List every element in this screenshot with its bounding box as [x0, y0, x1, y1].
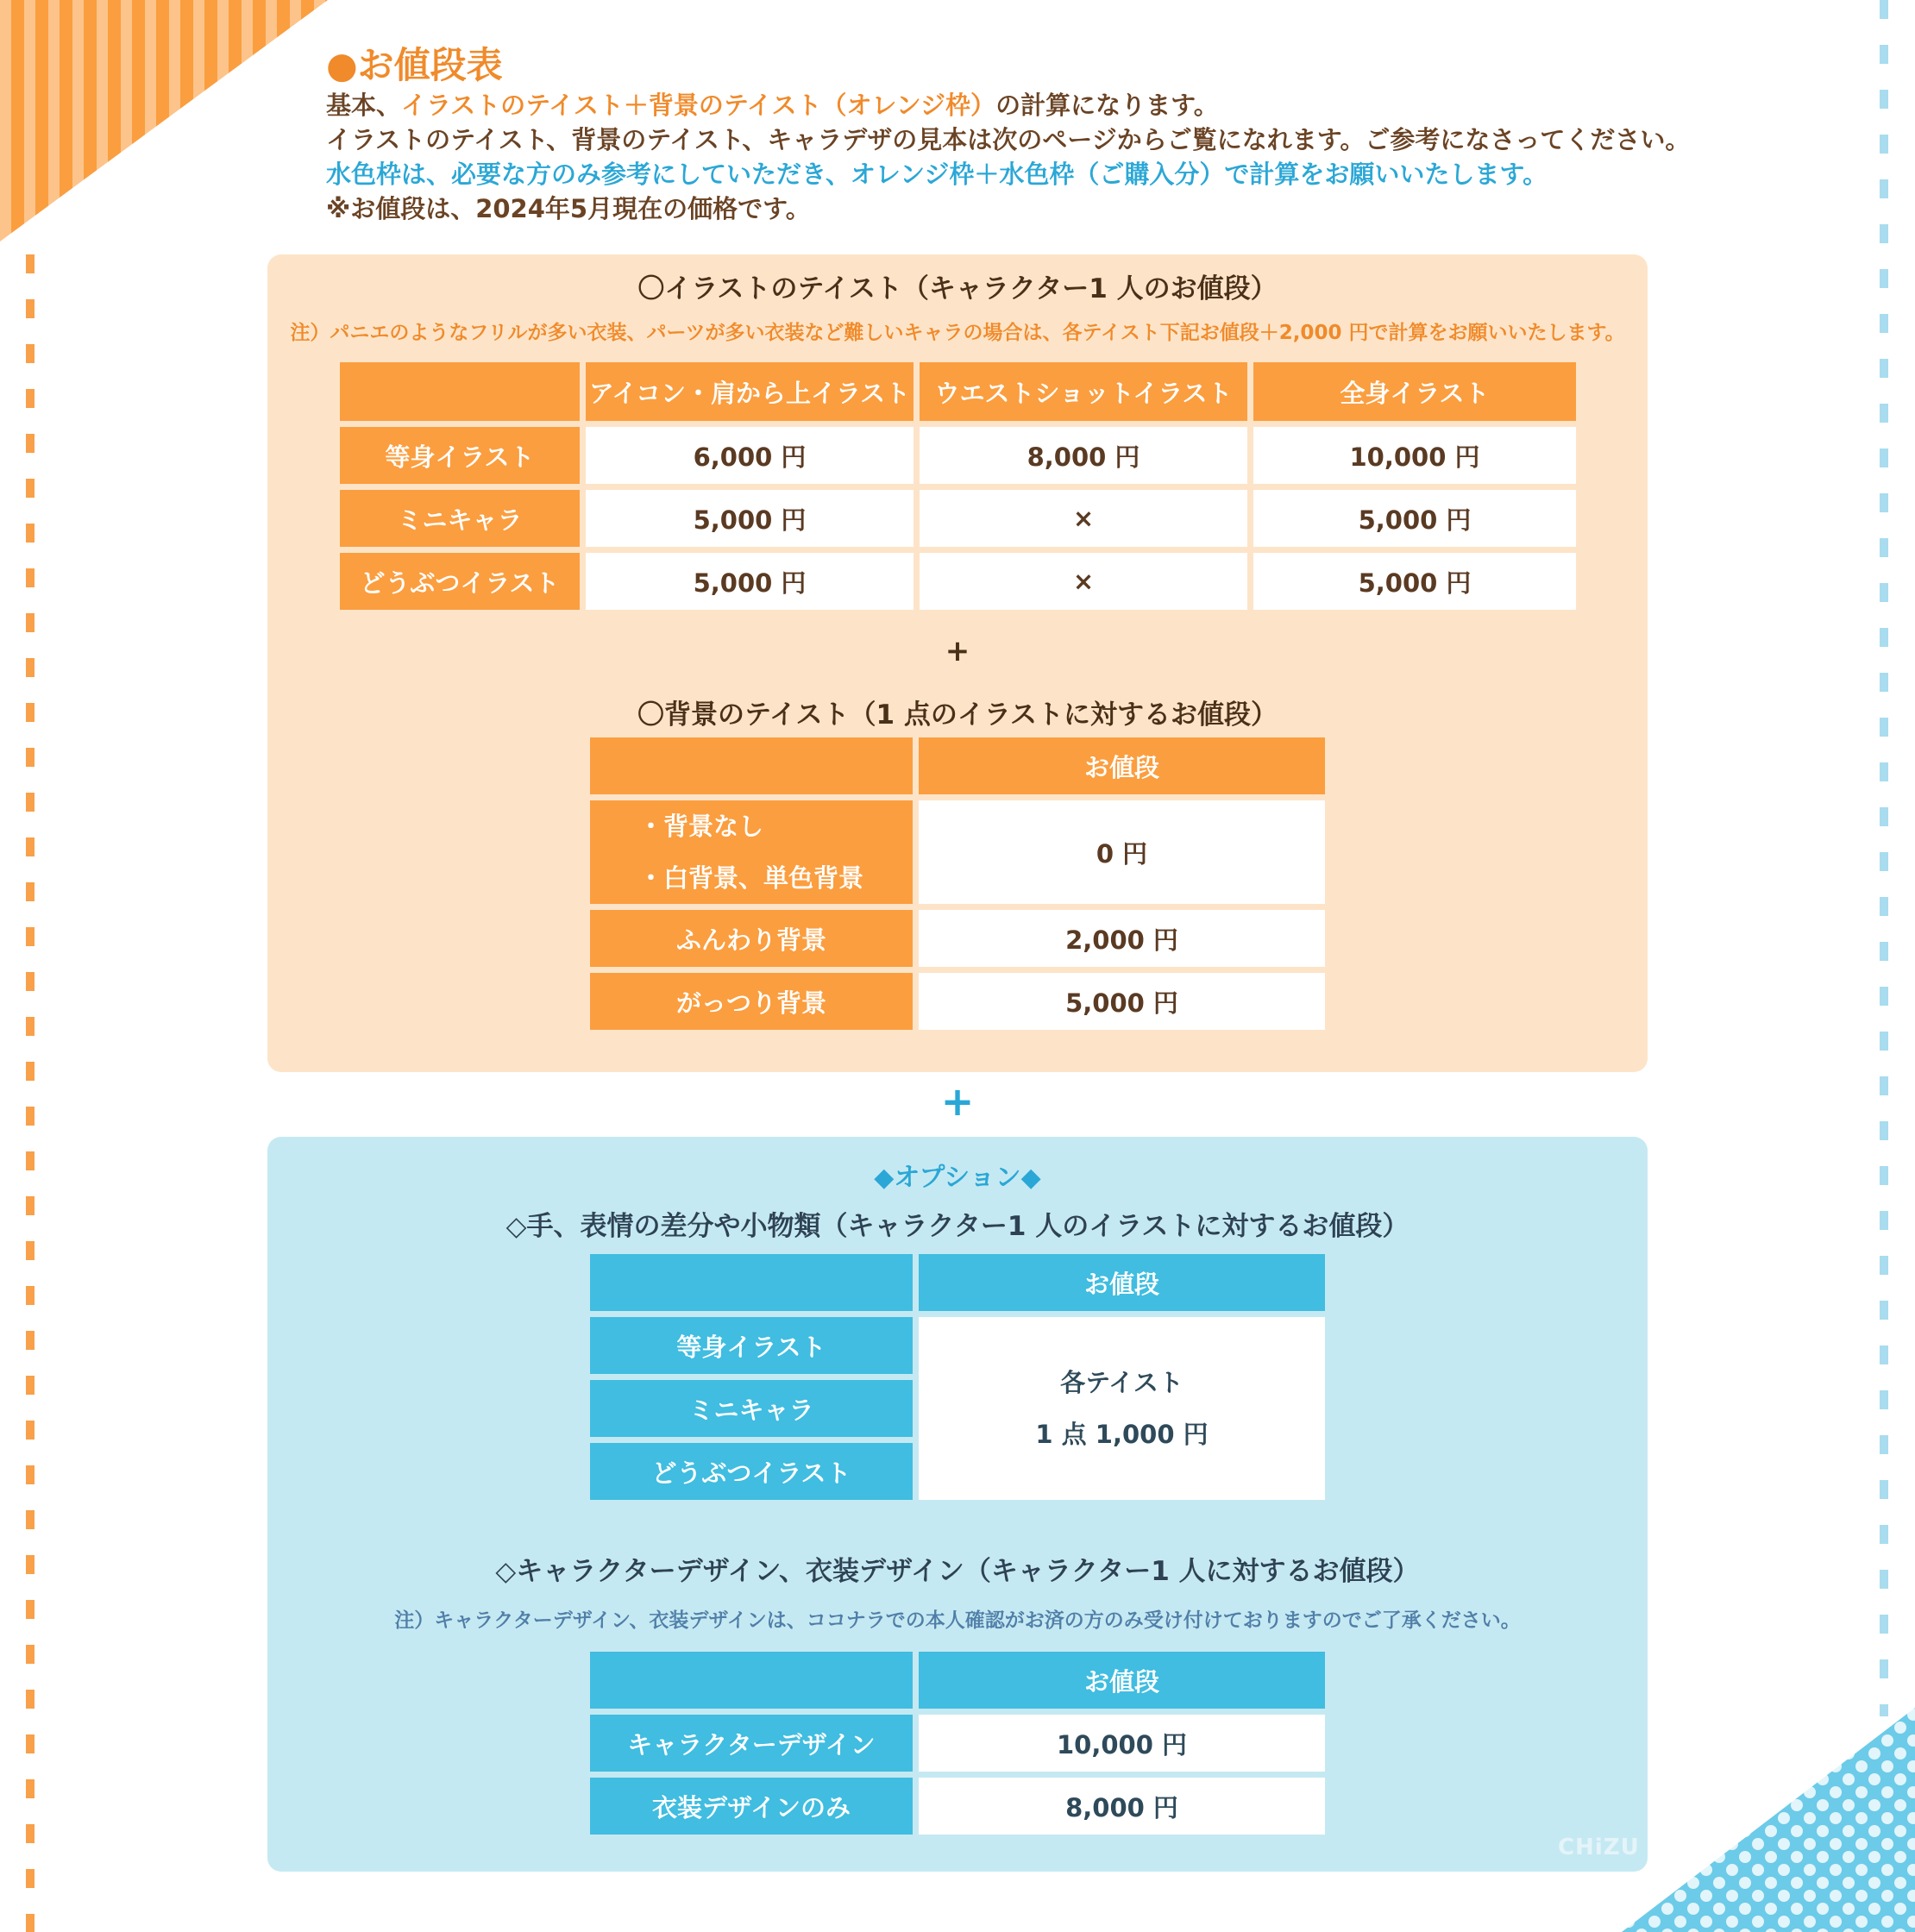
intro-line-2: イラストのテイスト、背景のテイスト、キャラデザの見本は次のページからご覧になれます。ご参考になさってください。 — [326, 125, 1691, 154]
striped-corner-decoration — [0, 0, 328, 242]
price-cell: 5,000 円 — [919, 973, 1325, 1030]
illust-taste-title: 〇イラストのテイスト（キャラクター1 人のお値段） — [637, 273, 1278, 304]
price-cell: 8,000 円 — [920, 427, 1247, 484]
price-cell: × — [920, 553, 1247, 610]
plus-sign: + — [945, 634, 970, 668]
diff-row-label: ミニキャラ — [590, 1380, 913, 1437]
price-cell: 10,000 円 — [1253, 427, 1576, 484]
bg-table-corner — [590, 737, 913, 794]
diff-row-label: どうぶつイラスト — [590, 1443, 913, 1500]
illust-table-corner — [340, 362, 580, 421]
illust-col-header: ウエストショットイラスト — [920, 362, 1247, 421]
bg-col-header: お値段 — [919, 737, 1325, 794]
design-col-header: お値段 — [919, 1652, 1325, 1709]
design-row-label: キャラクターデザイン — [590, 1715, 913, 1772]
watermark: CHiZU — [1558, 1835, 1640, 1860]
bg-row-label: がっつり背景 — [590, 973, 913, 1030]
design-section-title: ◇キャラクターデザイン、衣装デザイン（キャラクター1 人に対するお値段） — [495, 1556, 1420, 1587]
right-dashed-border — [1880, 0, 1888, 1716]
price-cell: 2,000 円 — [919, 910, 1325, 967]
price-cell: 0 円 — [919, 800, 1325, 904]
intro-line-4: ※お値段は、2024年5月現在の価格です。 — [326, 194, 811, 223]
illust-taste-note: 注）パニエのようなフリルが多い衣装、パーツが多い衣装など難しいキャラの場合は、各テイスト下記お値段＋2,000 円で計算をお願いいたします。 — [290, 322, 1625, 344]
illust-row-label: 等身イラスト — [340, 427, 580, 484]
price-cell: 5,000 円 — [586, 490, 914, 547]
illust-row-label: どうぶつイラスト — [340, 553, 580, 610]
price-cell: 8,000 円 — [919, 1778, 1325, 1835]
intro-line-3: 水色枠は、必要な方のみ参考にしていただき、オレンジ枠＋水色枠（ご購入分）で計算をお願いいたします。 — [326, 160, 1548, 189]
diff-col-header: お値段 — [919, 1254, 1325, 1311]
orange-price-panel — [267, 254, 1648, 1072]
diff-table-corner — [590, 1254, 913, 1311]
price-cell: 6,000 円 — [586, 427, 914, 484]
illust-col-header: アイコン・肩から上イラスト — [586, 362, 914, 421]
price-cell: 10,000 円 — [919, 1715, 1325, 1772]
price-header — [326, 43, 1690, 226]
diff-row-label: 等身イラスト — [590, 1317, 913, 1374]
design-row-label: 衣装デザインのみ — [590, 1778, 913, 1835]
design-table-corner — [590, 1652, 913, 1709]
intro-line-1: 基本、イラストのテイスト＋背景のテイスト（オレンジ枠）の計算になります。 — [326, 91, 1219, 120]
price-cell: × — [920, 490, 1247, 547]
diff-section-title: ◇手、表情の差分や小物類（キャラクター1 人のイラストに対するお値段） — [505, 1211, 1410, 1242]
plus-sign-blue: + — [940, 1078, 975, 1125]
polka-dot-corner-decoration — [1622, 1708, 1915, 1932]
blue-options-panel — [267, 1137, 1648, 1872]
price-cell: 5,000 円 — [1253, 490, 1576, 547]
options-heading: ◆オプション◆ — [874, 1163, 1041, 1193]
price-cell: 5,000 円 — [1253, 553, 1576, 610]
bg-row-label: ・背景なし ・白背景、単色背景 — [590, 800, 913, 904]
illust-row-label: ミニキャラ — [340, 490, 580, 547]
diff-price-cell: 各テイスト 1 点 1,000 円 — [919, 1317, 1325, 1500]
page-title: ●お値段表 — [326, 44, 503, 86]
design-section-note: 注）キャラクターデザイン、衣装デザインは、ココナラでの本人確認がお済の方のみ受け付けておりますのでご了承ください。 — [394, 1609, 1521, 1632]
background-taste-title: 〇背景のテイスト（1 点のイラストに対するお値段） — [637, 699, 1278, 731]
illust-col-header: 全身イラスト — [1253, 362, 1576, 421]
price-cell: 5,000 円 — [586, 553, 914, 610]
bg-row-label: ふんわり背景 — [590, 910, 913, 967]
